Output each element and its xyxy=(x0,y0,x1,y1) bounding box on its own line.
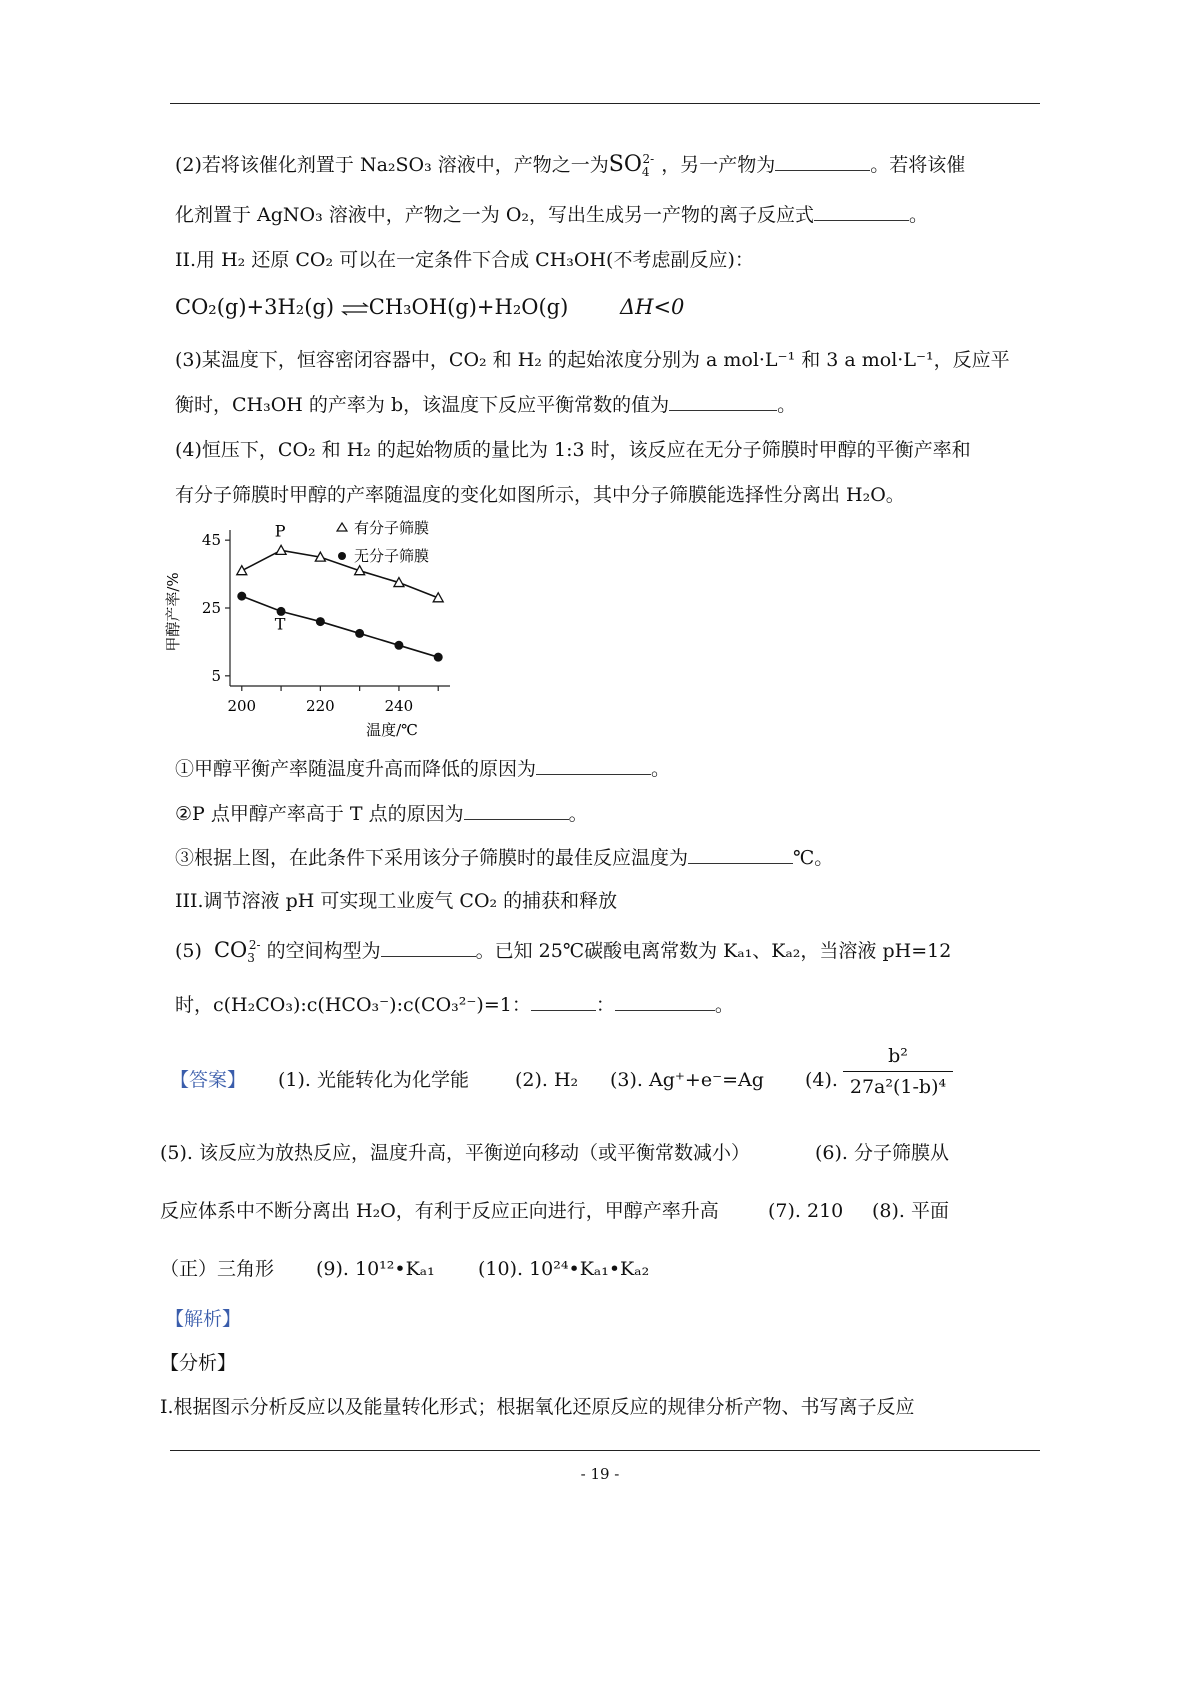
answer-6-end: 反应体系中不断分离出 H₂O，有利于反应正向进行，甲醇产率升高 xyxy=(160,1200,719,1222)
answer-blank-q5b[interactable] xyxy=(531,992,596,1011)
x-tick-label: 240 xyxy=(384,697,414,715)
series-line-without-membrane xyxy=(242,596,438,657)
x-axis-label: 温度/℃ xyxy=(366,721,418,739)
q3-line2: 衡时，CH₃OH 的产率为 b，该温度下反应平衡常数的值为 。 xyxy=(175,394,797,416)
point-label-t: T xyxy=(274,614,286,634)
answer-blank-q5a[interactable] xyxy=(381,938,476,957)
y-tick-label: 25 xyxy=(201,599,221,617)
dot-point xyxy=(237,592,246,601)
fraction-bar xyxy=(843,1071,953,1072)
subq-3: ③根据上图，在此条件下采用该分子筛膜时的最佳反应温度为 ℃。 xyxy=(175,847,834,869)
answer-5: (5). 该反应为放热反应，温度升高，平衡逆向移动（或平衡常数减小） xyxy=(160,1142,750,1164)
answer-4: (4). xyxy=(805,1069,838,1091)
analysis-line-1: I.根据图示分析反应以及能量转化形式；根据氧化还原反应的规律分析产物、书写离子反应 xyxy=(160,1396,915,1418)
answer-blank-q2a[interactable] xyxy=(775,152,870,171)
subq-2: ②P 点甲醇产率高于 T 点的原因为 。 xyxy=(175,803,588,825)
triangle-point xyxy=(237,566,247,575)
q5-line1: (5) $CO_3^{2-}$ 的空间构型为 。已知 25℃碳酸电离常数为 Kₐ₁、Kₐ₂，当溶液 pH=12 xyxy=(175,938,952,966)
answer-4-fraction xyxy=(838,1045,958,1098)
fenxi-tag: 【分析】 xyxy=(160,1352,237,1374)
section-ii-heading: II.用 H₂ 还原 CO₂ 可以在一定条件下合成 CH₃OH(不考虑副反应)： xyxy=(175,249,754,271)
answer-blank-s2[interactable] xyxy=(464,801,569,820)
sulfate-formula: $SO_4^{2-}$ xyxy=(608,151,655,180)
answer-2: (2). H₂ xyxy=(515,1069,579,1091)
answer-9: (9). 10¹²•Kₐ₁ xyxy=(316,1258,435,1280)
dot-point xyxy=(434,653,443,662)
section-iii-heading: III.调节溶液 pH 可实现工业废气 CO₂ 的捕获和释放 xyxy=(175,890,618,912)
answer-6-start: (6). 分子筛膜从 xyxy=(815,1142,949,1164)
x-tick-label: 220 xyxy=(306,697,335,715)
triangle-point xyxy=(433,593,443,602)
answer-10: (10). 10²⁴•Kₐ₁•Kₐ₂ xyxy=(478,1258,650,1280)
q5-line2: 时，c(H₂CO₃):c(HCO₃⁻):c(CO₃²⁻)=1： ： 。 xyxy=(175,994,734,1016)
answer-blank-s1[interactable] xyxy=(536,756,651,775)
answer-blank-q3[interactable] xyxy=(669,392,777,411)
footer-rule xyxy=(170,1450,1040,1451)
carbonate-formula: $CO_3^{2-}$ xyxy=(213,938,261,966)
answer-tag: 【答案】 xyxy=(170,1069,247,1091)
answer-8-end: （正）三角形 xyxy=(160,1258,275,1280)
reaction-equation: CO₂(g)+3H₂(g) CH₃OH(g)+H₂O(g) ΔH<0 xyxy=(175,294,1035,322)
answer-blank-q2b[interactable] xyxy=(814,202,909,221)
dot-point xyxy=(355,629,364,638)
methanol-yield-chart xyxy=(160,520,480,750)
analysis-tag: 【解析】 xyxy=(165,1308,242,1330)
answer-3: (3). Ag⁺+e⁻=Ag xyxy=(610,1069,764,1091)
q4-line1: (4)恒压下，CO₂ 和 H₂ 的起始物质的量比为 1:3 时，该反应在无分子筛膜时甲醇的平衡产率和 xyxy=(175,439,971,461)
y-tick-label: 45 xyxy=(201,531,221,550)
fraction-denominator: 27a²(1-b)⁴ xyxy=(849,1076,947,1098)
q2-line2: 化剂置于 AgNO₃ 溶液中，产物之一为 O₂，写出生成另一产物的离子反应式 。 xyxy=(175,204,929,226)
triangle-point xyxy=(276,545,286,554)
answer-8-start: (8). 平面 xyxy=(872,1200,949,1222)
answer-1: (1). 光能转化为化学能 xyxy=(278,1069,469,1091)
equilibrium-arrow-icon xyxy=(341,296,369,322)
header-rule xyxy=(170,103,1040,104)
legend-label: 有分子筛膜 xyxy=(354,520,430,537)
y-axis-label: 甲醇产率/% xyxy=(164,572,182,652)
answer-7: (7). 210 xyxy=(768,1200,844,1222)
page-number: - 19 - xyxy=(580,1465,620,1483)
q2-line1: (2)若将该催化剂置于 Na₂SO₃ 溶液中，产物之一为$SO_4^{2-}$ ，另一产物为 。若将该催 xyxy=(175,151,966,180)
point-label-p: P xyxy=(274,521,286,541)
answer-blank-s3[interactable] xyxy=(688,845,793,864)
legend-triangle-icon xyxy=(337,523,347,531)
q3-line1: (3)某温度下，恒容密闭容器中，CO₂ 和 H₂ 的起始浓度分别为 a mol·L⁻¹ 和 3 a mol·L⁻¹，反应平 xyxy=(175,349,1010,371)
x-tick-label: 200 xyxy=(227,697,257,715)
q4-line2: 有分子筛膜时甲醇的产率随温度的变化如图所示，其中分子筛膜能选择性分离出 H₂O。 xyxy=(175,484,905,506)
fraction-numerator: b² xyxy=(888,1045,908,1067)
dot-point xyxy=(316,617,325,626)
answer-blank-q5c[interactable] xyxy=(615,992,715,1011)
legend-label: 无分子筛膜 xyxy=(354,547,430,565)
y-tick-label: 5 xyxy=(211,666,221,685)
subq-1: ①甲醇平衡产率随温度升高而降低的原因为 。 xyxy=(175,758,671,780)
dot-point xyxy=(394,641,403,650)
legend-dot-icon xyxy=(338,552,346,560)
